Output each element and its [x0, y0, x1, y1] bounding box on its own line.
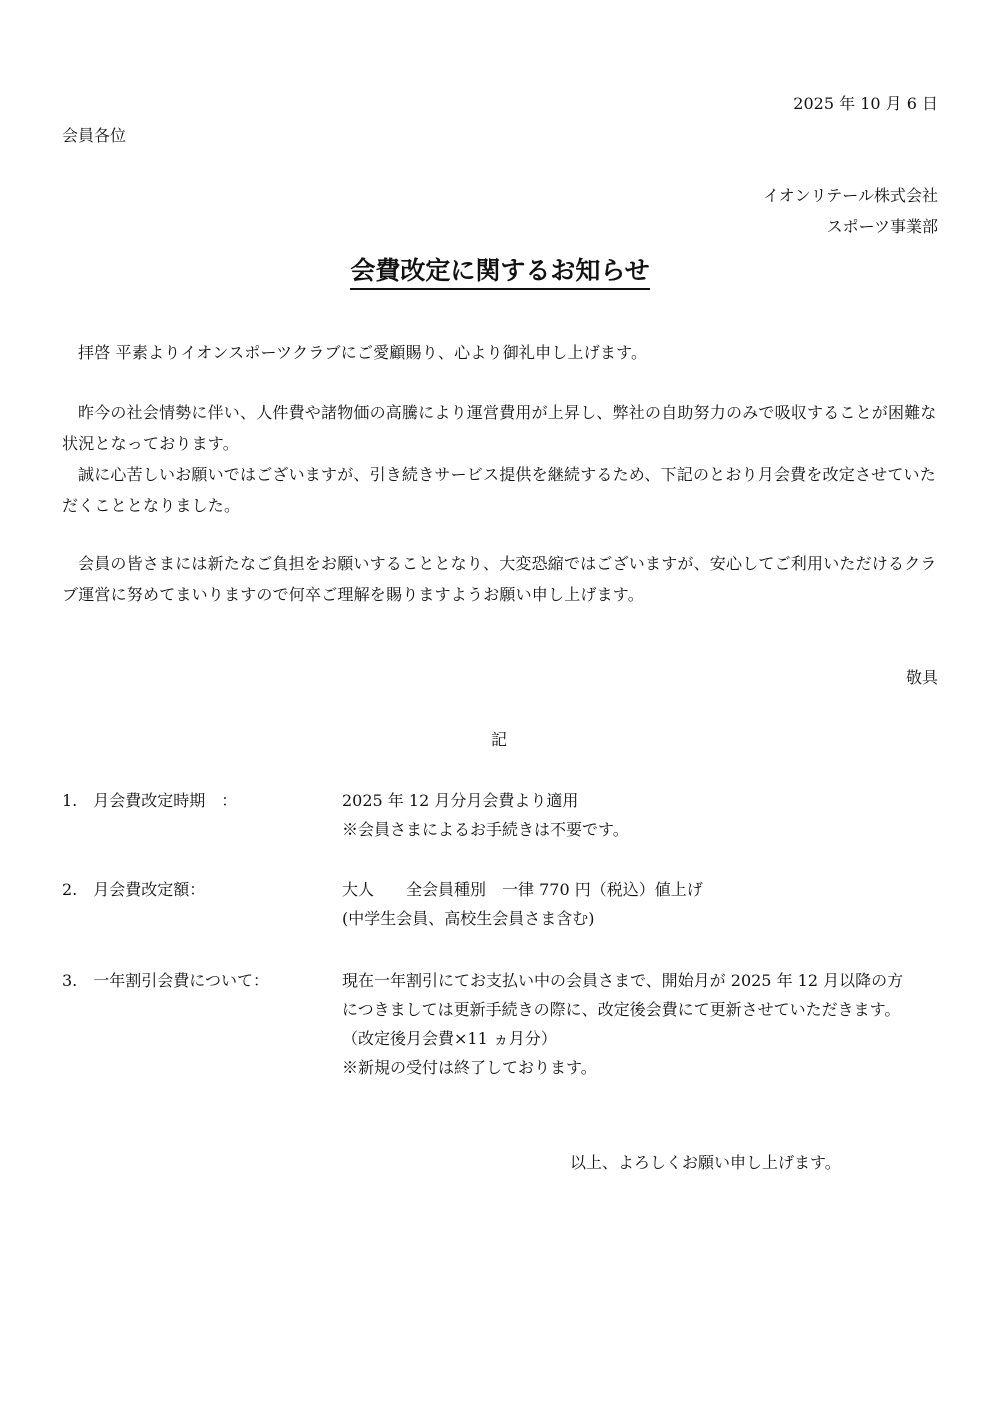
- body-paragraph-2: [62, 548, 952, 610]
- document-title: 会費改定に関するお知らせ: [350, 258, 649, 290]
- item-2-line-1: 大人 全会員種別 一律 770 円（税込）値上げ: [342, 880, 703, 899]
- item-3-label: 3. 一年割引会費について：: [62, 971, 269, 990]
- body-paragraph-1-line-1: 昨今の社会情勢に伴い、人件費や諸物価の高騰により運営費用が上昇し、弊社の自助努力のみで吸収することが困難な状況となっております。: [62, 403, 937, 453]
- keigu-closing: 敬具: [905, 668, 938, 687]
- body-paragraph-1-line-2: 誠に心苦しいお願いではございますが、引き続きサービス提供を継続するため、下記のとおり月会費を改定させていただくこととなりました。: [62, 465, 936, 515]
- item-2-label: 2. 月会費改定額：: [62, 880, 206, 899]
- sender-department: スポーツ事業部: [826, 217, 938, 236]
- body-paragraph-1: [62, 397, 952, 521]
- item-1-value: [342, 786, 629, 844]
- sender-company: イオンリテール株式会社: [763, 186, 938, 205]
- addressee: 会員各位: [62, 126, 127, 145]
- document-date: 2025 年 10 月 6 日: [793, 94, 938, 113]
- item-3-line-2: につきましては更新手続きの際に、改定後会費にて更新させていただきます。: [342, 1000, 901, 1019]
- item-3-value: [342, 966, 903, 1082]
- ki-heading: 記: [491, 730, 508, 749]
- document-title-wrapper: [0, 258, 1000, 290]
- item-3-line-3: （改定後月会費×11 ヵ月分）: [342, 1029, 557, 1048]
- item-1-line-2: ※会員さまによるお手続きは不要です。: [342, 820, 629, 839]
- item-2-line-2: (中学生会員、高校生会員さま含む): [342, 909, 595, 928]
- item-1-line-1: 2025 年 12 月分月会費より適用: [342, 791, 579, 810]
- closing-remark: 以上、よろしくお願い申し上げます。: [570, 1153, 841, 1172]
- item-2-value: [342, 875, 703, 933]
- greeting-paragraph: [62, 337, 952, 368]
- item-3-line-4: ※新規の受付は終了しております。: [342, 1058, 597, 1077]
- greeting-text: 拝啓 平素よりイオンスポーツクラブにご愛顧賜り、心より御礼申し上げます。: [78, 343, 648, 362]
- item-3-line-1: 現在一年割引にてお支払い中の会員さまで、開始月が 2025 年 12 月以降の方: [342, 971, 904, 990]
- body-paragraph-2-text: 会員の皆さまには新たなご負担をお願いすることとなり、大変恐縮ではございますが、安心してご利用いただけるクラブ運営に努めてまいりますので何卒ご理解を賜りますようお願い申し上げます。: [62, 554, 937, 604]
- item-1-label: 1. 月会費改定時期 ：: [62, 791, 238, 810]
